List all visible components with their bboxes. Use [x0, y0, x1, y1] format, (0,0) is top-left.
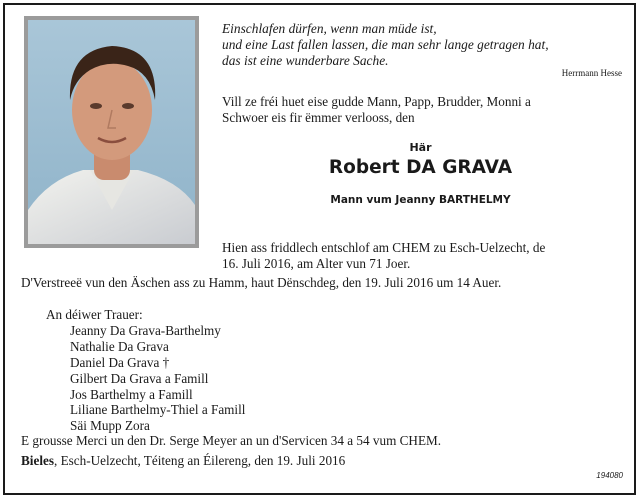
intro-line: Vill ze fréi huet eise gudde Mann, Papp, Brudder, Monni a — [222, 94, 531, 109]
intro-line: Schwoer eis fir ëmmer verlooss, den — [222, 110, 415, 125]
quote-line: und eine Last fallen lassen, die man sehr lange getragen hat, — [222, 37, 549, 52]
place-town: Bieles — [21, 453, 54, 468]
mourner-name: Jeanny Da Grava-Barthelmy — [70, 322, 221, 338]
mourner-name: Gilbert Da Grava a Famill — [70, 370, 209, 386]
deceased-spouse: Mann vum Jeanny BARTHELMY — [330, 194, 511, 206]
funeral-info: D'Verstreeë vun den Äschen ass zu Hamm, haut Dënschdeg, den 19. Juli 2016 um 14 Auer. — [21, 275, 502, 290]
thanks-note: E grousse Merci un den Dr. Serge Meyer an un d'Servicen 34 a 54 vum CHEM. — [21, 433, 442, 448]
reference-number: 194080 — [596, 471, 623, 480]
deceased-name: Robert DA GRAVA — [328, 157, 513, 178]
portrait-image — [28, 20, 195, 244]
place-rest: , Esch-Uelzecht, Téiteng an Éilereng, den 19. Juli 2016 — [53, 453, 346, 468]
quote — [222, 21, 622, 69]
mourner-name: Liliane Barthelmy-Thiel a Famill — [70, 402, 246, 418]
mourners-heading: An déiwer Trauer: — [46, 307, 143, 322]
place-date — [21, 453, 345, 469]
mourner-name: Säi Mupp Zora — [70, 418, 150, 434]
mourner-name: Nathalie Da Grava — [70, 338, 169, 354]
mourners-list — [46, 323, 245, 434]
deceased-title: Här — [409, 141, 432, 154]
portrait-photo — [24, 16, 199, 248]
mourner-name: Daniel Da Grava † — [70, 354, 170, 370]
quote-author: Herrmann Hesse — [561, 68, 622, 78]
mourners-section — [46, 307, 245, 434]
death-notice — [222, 240, 627, 272]
mourner-name: Jos Barthelmy a Famill — [70, 386, 193, 402]
death-notice-line: 16. Juli 2016, am Alter vun 71 Joer. — [222, 256, 411, 271]
quote-line: das ist eine wunderbare Sache. — [222, 53, 389, 68]
intro-text — [222, 94, 622, 126]
death-notice-line: Hien ass friddlech entschlof am CHEM zu Esch-Uelzecht, de — [222, 240, 546, 255]
quote-line: Einschlafen dürfen, wenn man müde ist, — [222, 21, 437, 36]
